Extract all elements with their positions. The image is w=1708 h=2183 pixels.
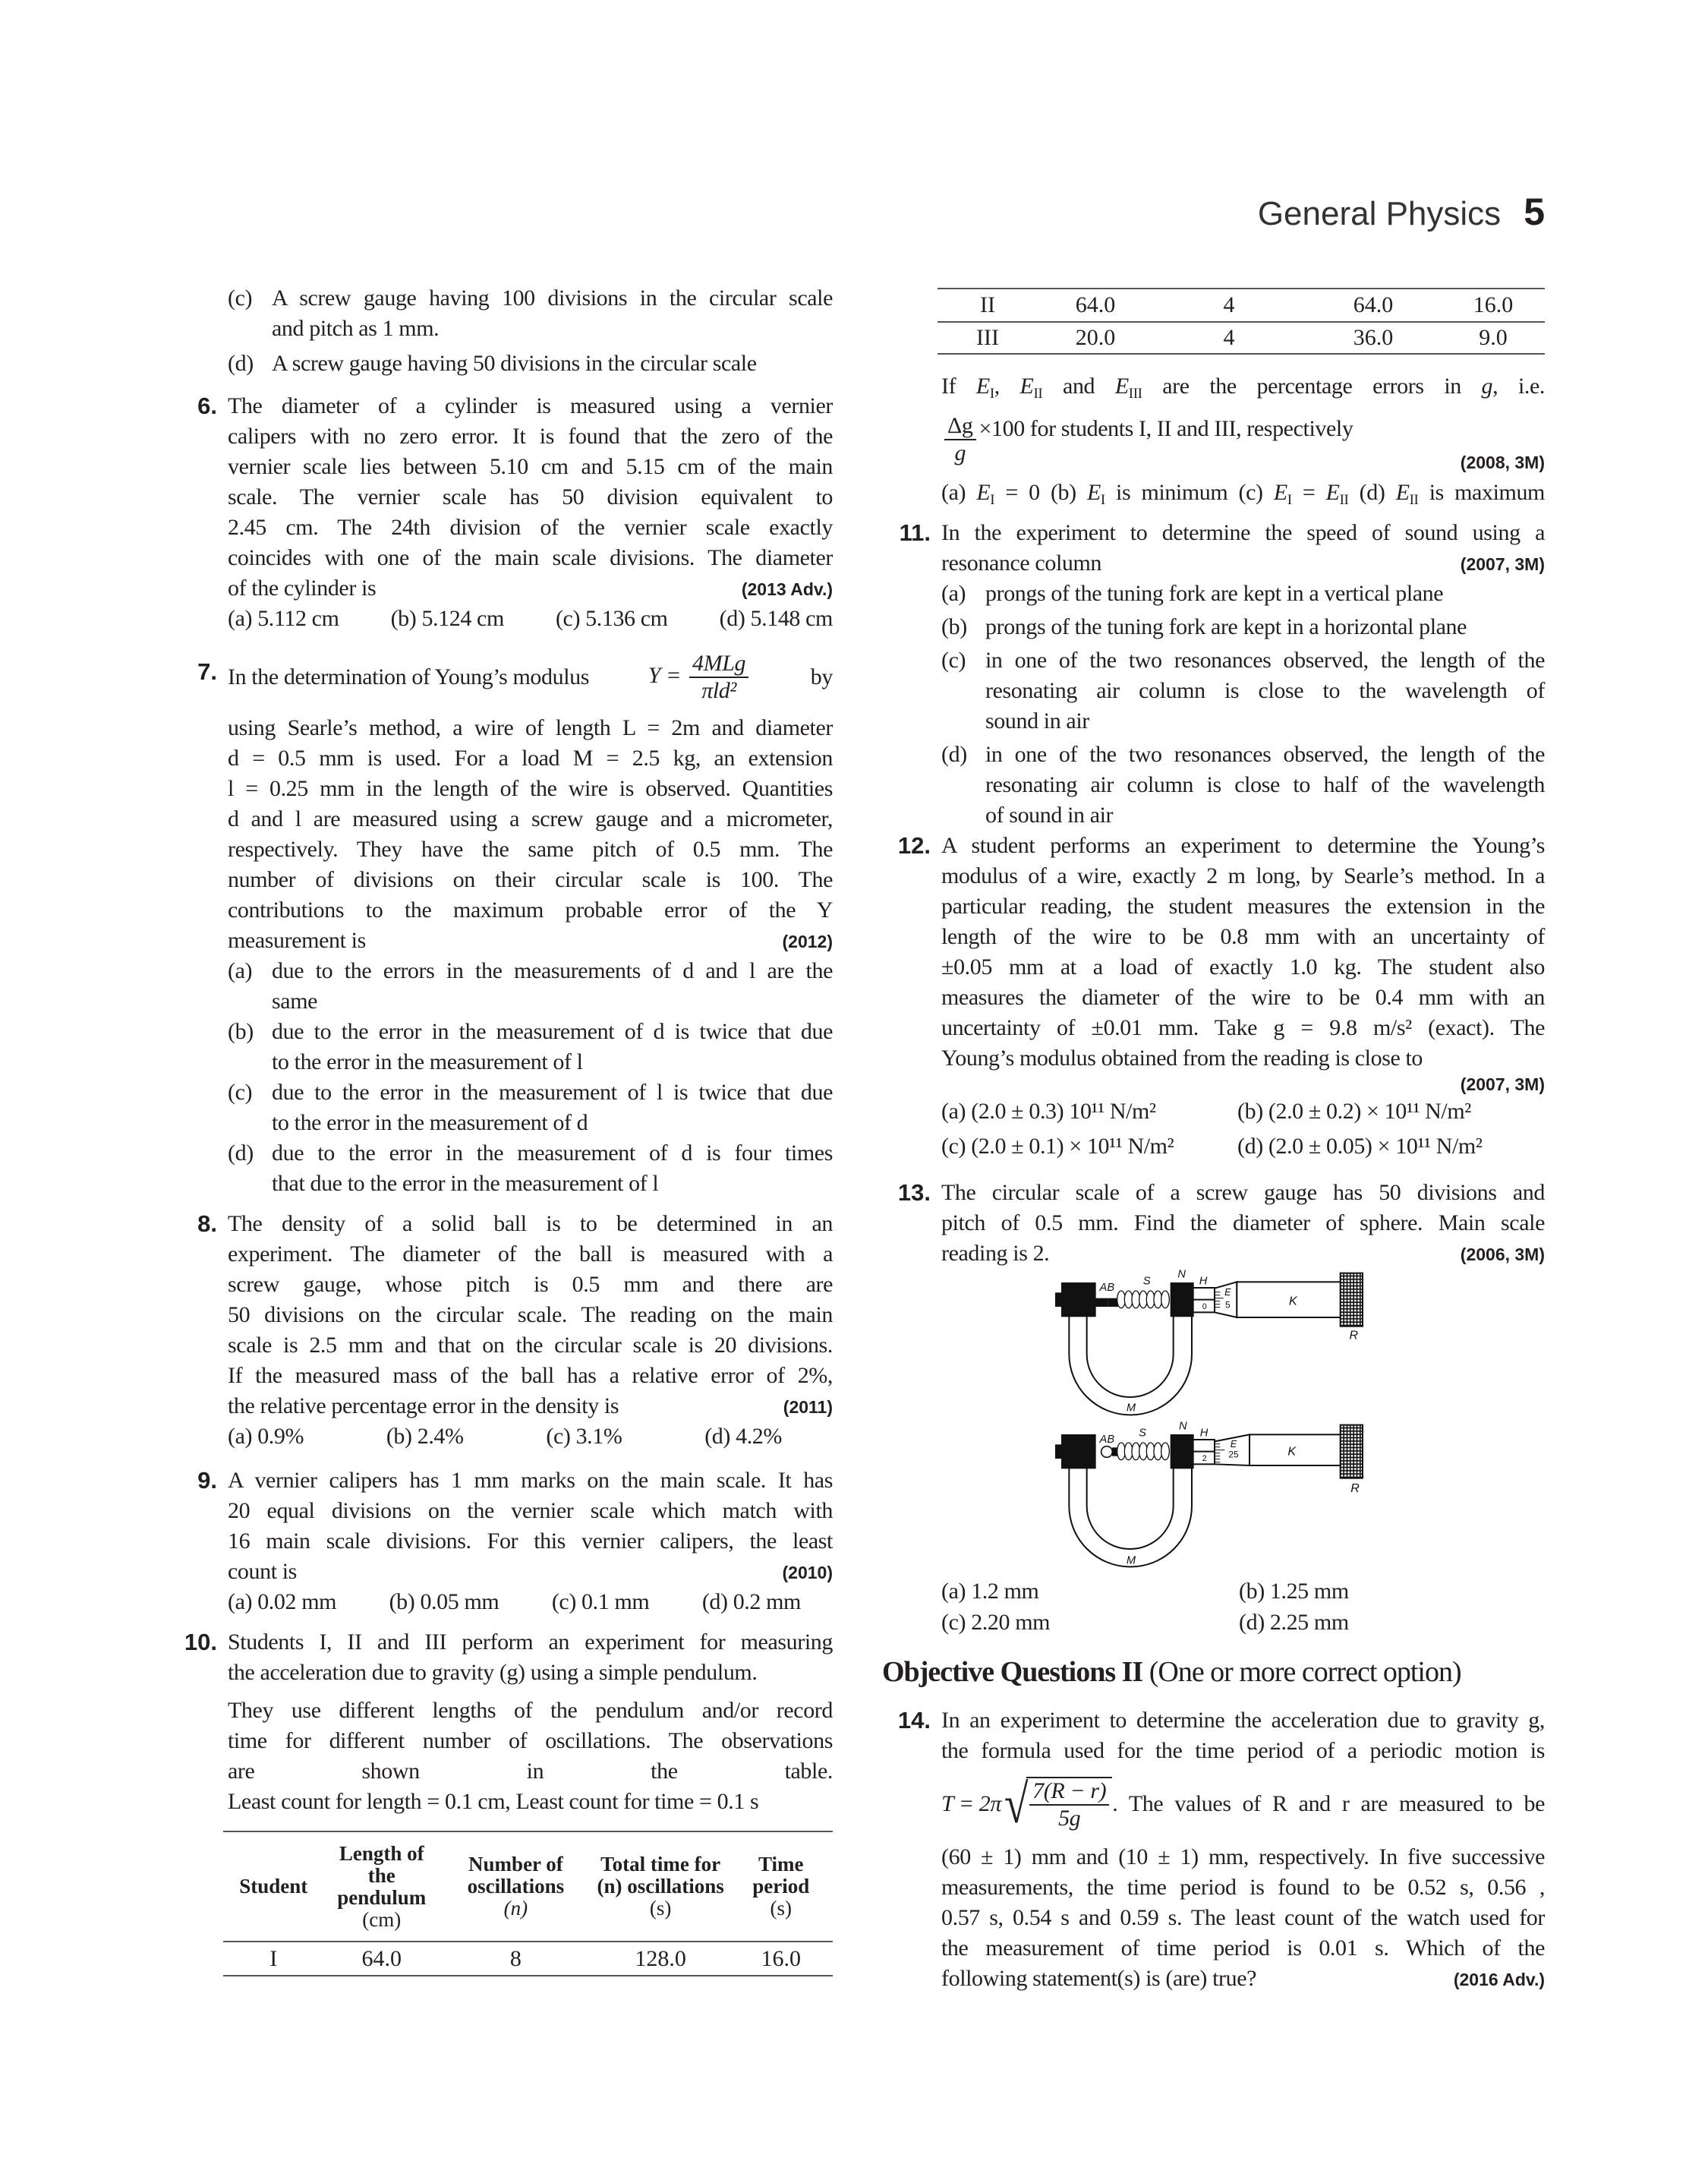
option-text xyxy=(272,1138,833,1199)
option-text xyxy=(985,579,1545,609)
answer-option: (a) 5.112 cm xyxy=(228,606,339,631)
q5-tail-options xyxy=(228,283,833,379)
exam-tag: (2006, 3M) xyxy=(1460,1244,1545,1264)
table-cell: 64.0 xyxy=(1353,292,1394,317)
question-text xyxy=(941,831,1545,1074)
text-segment: . The values of R and r are measured to be xyxy=(1112,1791,1545,1816)
text-line xyxy=(228,926,833,956)
text-line: 50 divisions on the circular scale. The reading on the main xyxy=(228,1302,833,1327)
answer-options xyxy=(228,956,833,1199)
text-line: A vernier calipers has 1 mm marks on the main scale. It has xyxy=(228,1468,833,1493)
svg-text:H: H xyxy=(1199,1275,1208,1288)
question-number: 12. xyxy=(897,832,931,859)
option-label: (a) xyxy=(941,581,966,606)
svg-text:K: K xyxy=(1288,1295,1297,1308)
text-line: the acceleration due to gravity (g) using a simple pendulum. xyxy=(228,1660,758,1685)
answer-option xyxy=(941,740,1545,831)
denominator: g xyxy=(954,440,966,465)
text-segment: reading is 2. xyxy=(941,1241,1050,1266)
section-subtitle: (One or more correct option) xyxy=(1149,1656,1461,1688)
answer-options xyxy=(228,1421,782,1452)
answer-options xyxy=(941,579,1545,831)
section-title: Objective Questions II xyxy=(882,1656,1143,1688)
text-line xyxy=(941,1964,1545,1994)
question-10 xyxy=(184,1627,833,1817)
text-line: resonating air column is close to the wavelength of xyxy=(985,678,1545,703)
answer-option: (d) 4.2% xyxy=(704,1424,782,1449)
option-text xyxy=(985,645,1545,737)
text-line: due to the error in the measurement of d is twice that due xyxy=(272,1019,833,1044)
svg-text:E: E xyxy=(1230,1439,1237,1450)
text-line: In the experiment to determine the speed of sound using a xyxy=(941,520,1545,545)
text-segment: measurement is xyxy=(228,928,366,953)
svg-text:AB: AB xyxy=(1099,1434,1115,1446)
text-line: 16 main scale divisions. For this vernier calipers, the least xyxy=(228,1528,833,1554)
text-line: d = 0.5 mm is used. For a load M = 2.5 kg, an extension xyxy=(228,746,833,771)
pendulum-table-continued xyxy=(938,288,1545,355)
text-segment: count is xyxy=(228,1559,297,1584)
option-label: (b) xyxy=(228,1019,254,1044)
formula-line xyxy=(941,1766,1545,1842)
answer-option xyxy=(228,956,833,1017)
table-row xyxy=(938,322,1545,353)
sphere xyxy=(1101,1446,1113,1458)
text-segment: In the determination of Young’s modulus xyxy=(228,664,590,689)
question-number: 14. xyxy=(897,1707,931,1733)
exam-tag: (2008, 3M) xyxy=(1460,453,1545,472)
option-b: (b) (2.0 ± 0.2) × 10¹¹ N/m² xyxy=(1237,1099,1471,1124)
question-number: 10. xyxy=(184,1629,217,1655)
text-line: contributions to the maximum probable error of the Y xyxy=(228,897,833,923)
text-line: to the error in the measurement of l xyxy=(272,1049,583,1074)
exam-tag: (2012) xyxy=(782,932,833,951)
text-line: calipers with no zero error. It is found that the zero of the xyxy=(228,424,833,449)
text-line: In an experiment to determine the acceleration due to gravity g, xyxy=(941,1708,1545,1733)
option-text xyxy=(272,1077,833,1138)
numerator: 7(R − r) xyxy=(1029,1778,1109,1806)
answer-option: (b) 0.05 mm xyxy=(389,1589,499,1614)
question-10-continued xyxy=(941,371,1545,508)
denominator: πld² xyxy=(701,678,736,703)
option-label: (d) xyxy=(941,742,967,767)
question-number: 8. xyxy=(197,1210,217,1237)
svg-text:N: N xyxy=(1179,1420,1187,1433)
exam-tag: (2007, 3M) xyxy=(1460,554,1545,574)
text-line: due to the errors in the measurements of d and l are the xyxy=(272,958,833,983)
text-line: uncertainty of ±0.01 mm. Take g = 9.8 m/s² (exact). The xyxy=(941,1015,1545,1040)
option-label: (d) xyxy=(228,351,254,376)
text-line: particular reading, the student measures the extension in the xyxy=(941,894,1545,919)
text-line: vernier scale lies between 5.10 cm and 5.15 cm of the main xyxy=(228,454,833,479)
text-line: due to the error in the measurement of d is four times xyxy=(272,1140,833,1166)
svg-text:R: R xyxy=(1350,1482,1360,1495)
question-text xyxy=(228,713,833,956)
table-header-row xyxy=(223,1832,833,1942)
option-d: (d) (2.0 ± 0.05) × 10¹¹ N/m² xyxy=(1237,1134,1483,1159)
option-a: (a) (2.0 ± 0.3) 10¹¹ N/m² xyxy=(941,1099,1156,1124)
answer-option: (c) 0.1 mm xyxy=(551,1589,650,1614)
table-row xyxy=(938,289,1545,322)
text-line: Young’s modulus obtained from the reading is close to xyxy=(941,1046,1423,1071)
text-line: time for different number of oscillations. The observations xyxy=(228,1728,833,1753)
text-segment: following statement(s) is (are) true? xyxy=(941,1966,1257,1991)
answer-options xyxy=(941,1096,1545,1162)
table-cell: 128.0 xyxy=(635,1945,686,1971)
text-segment: the relative percentage error in the density is xyxy=(228,1393,619,1418)
table-cell: 36.0 xyxy=(1353,325,1394,350)
text-line: d and l are measured using a screw gauge and a micrometer, xyxy=(228,806,833,831)
screw-gauge-zero-reading xyxy=(1056,1273,1363,1415)
table-row xyxy=(223,1942,833,1975)
option-label: (c) xyxy=(228,1080,253,1105)
text-line xyxy=(941,548,1545,579)
answer-option: (d) 0.2 mm xyxy=(701,1589,801,1614)
question-12 xyxy=(897,831,1545,1162)
text-line: Students I, II and III perform an experiment for measuring xyxy=(228,1629,833,1655)
table-cell: II xyxy=(980,292,995,317)
answer-option: (a) 0.02 mm xyxy=(228,1589,337,1614)
question-text xyxy=(941,1842,1545,1994)
text-line: (60 ± 1) mm and (10 ± 1) mm, respectively. In five successive xyxy=(941,1844,1545,1869)
text-line: respectively. They have the same pitch of 0.5 mm. The xyxy=(228,837,833,862)
question-number: 9. xyxy=(197,1467,217,1494)
screw-gauge-figure xyxy=(1048,1253,1389,1579)
text-line: measurements, the time period is found to be 0.52 s, 0.56 , xyxy=(941,1875,1545,1900)
answer-option: (c) 5.136 cm xyxy=(555,606,668,631)
svg-text:M: M xyxy=(1126,1402,1136,1415)
option-label: (a) xyxy=(228,958,253,983)
text-line: that due to the error in the measurement of l xyxy=(272,1171,659,1196)
numerator: 4MLg xyxy=(689,651,748,678)
table-cell: III xyxy=(976,325,999,350)
formula-line xyxy=(228,642,833,713)
option-a: (a) 1.2 mm xyxy=(941,1579,1039,1604)
text-segment: by xyxy=(810,664,833,689)
text-line: Least count for length = 0.1 cm, Least count for time = 0.1 s xyxy=(228,1789,759,1814)
question-8 xyxy=(197,1209,833,1452)
delta-g-over-g xyxy=(944,413,976,466)
text-line: measures the diameter of the wire to be 0.4 mm with an xyxy=(941,985,1545,1010)
text-line: and pitch as 1 mm. xyxy=(272,316,440,341)
option-text xyxy=(272,956,833,1017)
text-line: The circular scale of a screw gauge has 50 divisions and xyxy=(941,1180,1545,1205)
numerator: Δg xyxy=(944,413,976,440)
svg-text:K: K xyxy=(1287,1445,1297,1459)
exam-tag: (2013 Adv.) xyxy=(741,579,833,599)
column-header: Time period (s) xyxy=(752,1853,810,1920)
text-segment: of the cylinder is xyxy=(228,576,377,601)
formula-lhs: Y = xyxy=(648,662,681,688)
answer-option xyxy=(941,645,1545,737)
radical-icon: √ xyxy=(1004,1774,1029,1834)
question-text xyxy=(228,1627,833,1688)
option-c: (c) 2.20 mm xyxy=(941,1610,1051,1635)
answer-options: (a) $E_I = 0$ (b) $E_I$ is minimum (c) $E_I = E_{II}$ (d) $E_{II}$ is maximum xyxy=(941,480,1545,508)
option-text xyxy=(272,1017,833,1077)
text-line: due to the error in the measurement of l is twice that due xyxy=(272,1080,833,1105)
table-cell: 8 xyxy=(509,1945,522,1971)
table-cell: 4 xyxy=(1223,325,1235,350)
answer-option: (a) 0.9% xyxy=(228,1424,304,1449)
text-line: l = 0.25 mm in the length of the wire is observed. Quantities xyxy=(228,776,833,801)
svg-text:5: 5 xyxy=(1224,1299,1231,1311)
table-cell: 9.0 xyxy=(1479,325,1508,350)
question-text xyxy=(941,1705,1545,1766)
text-line: coincides with one of the main scale divisions. The diameter xyxy=(228,545,833,570)
table-cell: 4 xyxy=(1223,292,1235,317)
answer-option xyxy=(941,612,1545,642)
text-line: scale is 2.5 mm and that on the circular scale is 20 divisions. xyxy=(228,1333,833,1358)
text-line: pitch of 0.5 mm. Find the diameter of sphere. Main scale xyxy=(941,1210,1545,1235)
text-line: same xyxy=(272,989,318,1014)
svg-text:0: 0 xyxy=(1202,1302,1207,1311)
question-number: 7. xyxy=(197,658,217,685)
answer-option xyxy=(228,1017,833,1077)
option-d: (d) 2.25 mm xyxy=(1239,1610,1349,1635)
svg-text:N: N xyxy=(1177,1268,1186,1281)
question-13-options xyxy=(941,1576,1545,1638)
text-line xyxy=(228,573,833,604)
text-line: sound in air xyxy=(985,708,1089,733)
denominator: 5g xyxy=(1058,1806,1081,1831)
option-text xyxy=(272,283,833,344)
text-line: in one of the two resonances observed, the length of the xyxy=(985,648,1545,673)
text-line: modulus of a wire, exactly 2 m long, by Searle’s method. In a xyxy=(941,863,1545,888)
exam-tag: (2007, 3M) xyxy=(1460,1074,1545,1094)
answer-option xyxy=(228,349,833,379)
text-line: 0.57 s, 0.54 s and 0.59 s. The least count of the watch used for xyxy=(941,1905,1545,1930)
answer-option: (c) 3.1% xyxy=(546,1424,622,1449)
option-label: (c) xyxy=(228,285,253,311)
text-line xyxy=(228,1391,833,1421)
text-line: of sound in air xyxy=(985,803,1114,828)
svg-text:H: H xyxy=(1199,1427,1209,1440)
answer-option xyxy=(941,579,1545,609)
table-cell: 20.0 xyxy=(1075,325,1116,350)
youngs-modulus-formula xyxy=(648,651,752,704)
formula-lhs: T = 2π xyxy=(941,1791,1002,1816)
page-number: 5 xyxy=(1524,191,1545,233)
pendulum-table xyxy=(223,1831,833,1976)
option-label: (d) xyxy=(228,1140,254,1166)
text-line: to the error in the measurement of d xyxy=(272,1110,588,1135)
exam-tag: (2011) xyxy=(783,1397,833,1417)
answer-options xyxy=(228,604,833,634)
text-line: ±0.05 mm at a load of exactly 1.0 kg. The student also xyxy=(941,954,1545,980)
option-b: (b) 1.25 mm xyxy=(1239,1579,1349,1604)
table-cell: 16.0 xyxy=(761,1945,801,1971)
question-number: 13. xyxy=(897,1179,931,1206)
table-cell: 64.0 xyxy=(361,1945,402,1971)
text-line: They use different lengths of the pendulum and/or record xyxy=(228,1698,833,1723)
option-text xyxy=(985,740,1545,831)
square-root xyxy=(1001,1774,1112,1834)
fraction-line xyxy=(941,402,1545,478)
question-9 xyxy=(197,1465,833,1617)
error-definition-line: If $E_I$, $E_{II}$ and $E_{III}$ are the percentage errors in g, i.e. xyxy=(941,374,1545,402)
svg-text:S: S xyxy=(1142,1275,1151,1288)
answer-option: (d) 5.148 cm xyxy=(719,606,833,631)
option-text xyxy=(985,612,1545,642)
text-line: resonating air column is close to half of the wavelength xyxy=(985,772,1545,797)
text-line: If the measured mass of the ball has a relative error of 2%, xyxy=(228,1363,833,1388)
svg-text:M: M xyxy=(1126,1554,1136,1567)
text-line: A student performs an experiment to determine the Young’s xyxy=(941,833,1545,858)
column-header: Student xyxy=(239,1875,308,1898)
answer-option xyxy=(228,1138,833,1199)
text-line: The diameter of a cylinder is measured using a vernier xyxy=(228,393,833,418)
svg-text:S: S xyxy=(1139,1427,1146,1440)
answer-options xyxy=(228,1587,801,1617)
question-number: 6. xyxy=(197,393,217,419)
section-heading xyxy=(882,1655,1461,1689)
svg-text:25: 25 xyxy=(1228,1449,1239,1460)
answer-option xyxy=(228,283,833,344)
text-line: screw gauge, whose pitch is 0.5 mm and there are xyxy=(228,1272,833,1297)
question-text xyxy=(228,1696,833,1817)
question-14 xyxy=(897,1705,1545,1994)
text-line: are shown in the table. xyxy=(228,1759,833,1784)
table-cell: 16.0 xyxy=(1473,292,1514,317)
question-text xyxy=(941,518,1545,579)
svg-text:E: E xyxy=(1224,1287,1231,1298)
text-line: in one of the two resonances observed, the length of the xyxy=(985,742,1545,767)
exam-tag: (2016 Adv.) xyxy=(1453,1970,1545,1989)
text-line: The density of a solid ball is to be determined in an xyxy=(228,1211,833,1236)
question-11 xyxy=(899,518,1545,831)
question-text xyxy=(228,1209,833,1421)
question-7 xyxy=(197,642,833,1199)
answer-option: (b) 5.124 cm xyxy=(390,606,504,631)
svg-text:2: 2 xyxy=(1202,1454,1207,1463)
answer-option xyxy=(228,1077,833,1138)
text-line: prongs of the tuning fork are kept in a vertical plane xyxy=(985,581,1444,606)
option-c: (c) (2.0 ± 0.1) × 10¹¹ N/m² xyxy=(941,1134,1174,1159)
fraction xyxy=(689,651,748,704)
text-line: the formula used for the time period of a periodic motion is xyxy=(941,1738,1545,1763)
page-header xyxy=(1258,190,1545,234)
text-line: prongs of the tuning fork are kept in a horizontal plane xyxy=(985,614,1467,639)
answer-option: (b) 2.4% xyxy=(386,1424,464,1449)
question-text xyxy=(228,1465,833,1587)
exam-tag: (2010) xyxy=(782,1563,833,1582)
svg-text:AB: AB xyxy=(1099,1282,1115,1294)
text-line xyxy=(228,1557,833,1587)
question-text xyxy=(228,391,833,604)
question-number: 11. xyxy=(899,519,931,546)
text-line: 2.45 cm. The 24th division of the vernier scale exactly xyxy=(228,515,833,540)
column-header: Total time for (n) oscillations (s) xyxy=(597,1853,724,1920)
table-cell: I xyxy=(269,1945,278,1971)
screw-gauge-sphere-reading xyxy=(1056,1421,1363,1567)
text-segment: ×100 for students I, II and III, respectively xyxy=(978,416,1353,441)
text-line: length of the wire to be 0.8 mm with an uncertainty of xyxy=(941,924,1545,949)
text-line: A screw gauge having 50 divisions in the circular scale xyxy=(272,351,757,376)
text-line: using Searle’s method, a wire of length L = 2m and diameter xyxy=(228,715,833,740)
text-line: the measurement of time period is 0.01 s. Which of the xyxy=(941,1935,1545,1961)
column-header: Number of oscillations (n) xyxy=(467,1853,565,1920)
text-segment: resonance column xyxy=(941,550,1102,576)
text-line: experiment. The diameter of the ball is measured with a xyxy=(228,1241,833,1267)
table-cell: 64.0 xyxy=(1075,292,1116,317)
option-label: (b) xyxy=(941,614,967,639)
column-header: Length of the pendulum (cm) xyxy=(337,1841,427,1931)
running-title: General Physics xyxy=(1257,195,1502,232)
svg-text:R: R xyxy=(1349,1329,1359,1342)
text-line: scale. The vernier scale has 50 division equivalent to xyxy=(228,484,833,509)
text-line: A screw gauge having 100 divisions in the circular scale xyxy=(272,285,833,311)
text-line: number of divisions on their circular scale is 100. The xyxy=(228,867,833,892)
option-text xyxy=(272,349,833,379)
option-label: (c) xyxy=(941,648,966,673)
text-line: 20 equal divisions on the vernier scale which match with xyxy=(228,1498,833,1523)
question-6 xyxy=(197,391,833,634)
